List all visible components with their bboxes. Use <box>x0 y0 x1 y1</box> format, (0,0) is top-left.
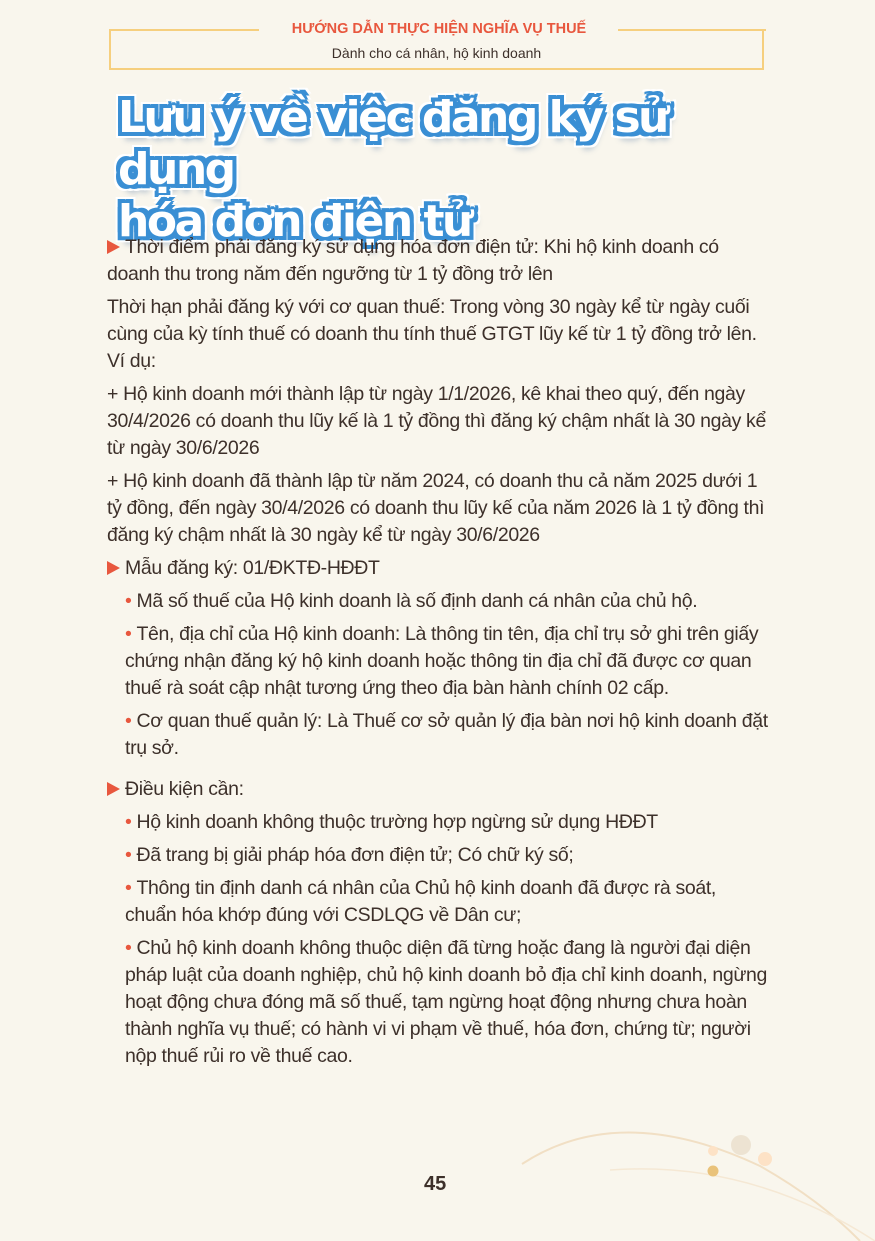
form-item: • Mã số thuế của Hộ kinh doanh là số định danh cá nhân của chủ hộ. <box>125 590 698 612</box>
dot-bullet-icon: • <box>125 937 132 959</box>
conditions-heading: Điều kiện cần: <box>107 776 769 803</box>
condition-item: • Chủ hộ kinh doanh không thuộc diện đã từng hoặc đang là người đại diện pháp luật của doanh nghiệp, chủ hộ kinh doanh bỏ địa chỉ kinh doanh, ngừng hoạt động chưa đóng mã số thuế, tạm ngừng hoạt động nhưng chưa hoàn thành nghĩa vụ thuế; có hành vi vi phạm về thuế, hóa đơn, chứng từ; người nộp thuế rủi ro về thuế cao. <box>125 937 768 1067</box>
form-heading: Mẫu đăng ký: 01/ĐKTĐ-HĐĐT <box>107 555 769 582</box>
header-subtitle: Dành cho cá nhân, hộ kinh doanh <box>331 45 542 61</box>
condition-item: • Đã trang bị giải pháp hóa đơn điện tử; Có chữ ký số; <box>125 844 574 866</box>
header-title: HƯỚNG DẪN THỰC HIỆN NGHĨA VỤ THUẾ <box>291 21 587 37</box>
dot-bullet-icon: • <box>125 811 132 833</box>
page-title <box>118 92 778 248</box>
paragraph-registration-time: Thời điểm phải đăng ký sử dụng hóa đơn điện tử: Khi hộ kinh doanh có doanh thu trong năm đến ngưỡng từ 1 tỷ đồng trở lên <box>107 236 719 285</box>
dot-bullet-icon: • <box>125 877 132 899</box>
paragraph-example-1: + Hộ kinh doanh mới thành lập từ ngày 1/1/2026, kê khai theo quý, đến ngày 30/4/2026 có doanh thu lũy kế là 1 tỷ đồng thì đăng ký chậm nhất là 30 ngày kể từ ngày 30/6/2026 <box>107 383 766 459</box>
page-title-line-1: Lưu ý về việc đăng ký sử dụng <box>118 92 667 195</box>
form-item: • Tên, địa chỉ của Hộ kinh doanh: Là thông tin tên, địa chỉ trụ sở ghi trên giấy chứng nhận đăng ký hộ kinh doanh hoặc thông tin địa chỉ đã được cơ quan thuế rà soát cập nhật tương ứng theo địa bàn hành chính 02 cấp. <box>125 623 759 699</box>
condition-item: • Hộ kinh doanh không thuộc trường hợp ngừng sử dụng HĐĐT <box>125 811 658 833</box>
dot-bullet-icon: • <box>125 590 132 612</box>
arrow-bullet-icon <box>107 561 120 575</box>
arrow-bullet-icon <box>107 782 120 796</box>
paragraph-registration-deadline: Thời hạn phải đăng ký với cơ quan thuế: Trong vòng 30 ngày kể từ ngày cuối cùng của kỳ tính thuế có doanh thu tính thuế GTGT lũy kế từ 1 tỷ đồng trở lên. Ví dụ: <box>107 296 757 372</box>
body-content <box>107 234 769 1076</box>
decorative-curves-icon <box>500 1130 875 1241</box>
condition-item: • Thông tin định danh cá nhân của Chủ hộ kinh doanh đã được rà soát, chuẩn hóa khớp đúng với CSDLQG về Dân cư; <box>125 877 716 926</box>
dot-bullet-icon: • <box>125 623 132 645</box>
paragraph-example-2: + Hộ kinh doanh đã thành lập từ năm 2024, có doanh thu cả năm 2025 dưới 1 tỷ đồng, đến ngày 30/4/2026 có doanh thu lũy kế của năm 2026 là 1 tỷ đồng thì đăng ký chậm nhất là 30 ngày kể từ ngày 30/6/2026 <box>107 470 765 546</box>
form-item: • Cơ quan thuế quản lý: Là Thuế cơ sở quản lý địa bàn nơi hộ kinh doanh đặt trụ sở. <box>125 710 768 759</box>
dot-bullet-icon: • <box>125 844 132 866</box>
arrow-bullet-icon <box>107 240 120 254</box>
page-number: 45 <box>424 1173 447 1195</box>
page-title-line-2: hóa đơn điện tử <box>118 196 471 247</box>
dot-bullet-icon: • <box>125 710 132 732</box>
